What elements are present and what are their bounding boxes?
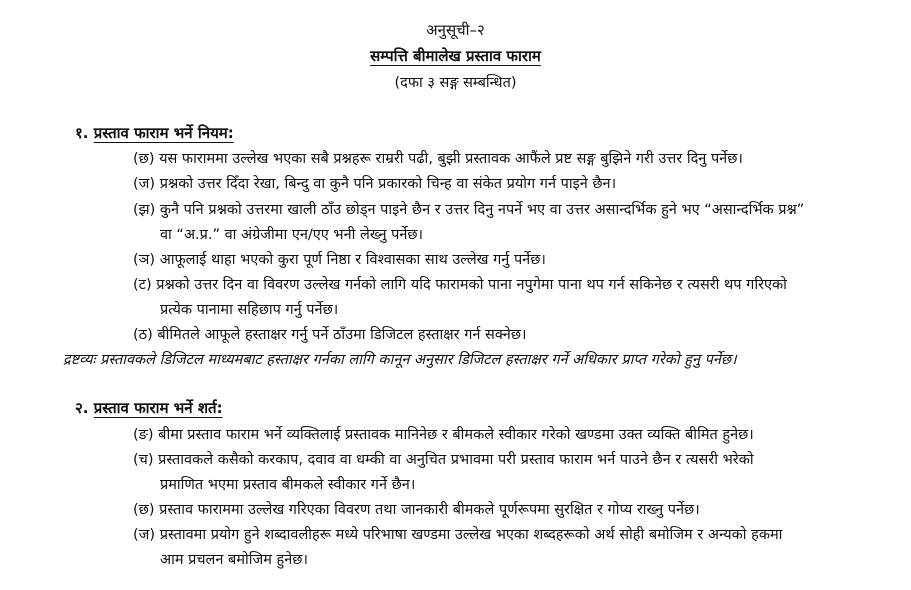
section2-number: २. — [75, 399, 89, 417]
list-item: (ङ) बीमा प्रस्ताव फाराम भर्ने व्यक्तिलाई प्रस्तावक मानिनेछ र बीमकले स्वीकार गरेको खण्डमा उक्त व्यक्ति बीमित हुनेछ। — [133, 427, 754, 443]
section1-title: प्रस्ताव फाराम भर्ने नियम: — [93, 124, 234, 142]
list-item: (ज) प्रस्तावमा प्रयोग हुने शब्दावलीहरू मध्ये परिभाषा खण्डमा उल्लेख भएका शब्दहरूको अर्थ सोही बमोजिम र अन्यको हकमा — [133, 527, 783, 543]
list-item-continuation: प्रमाणित भएमा प्रस्ताव बीमकले स्वीकार गर्ने छैन। — [160, 477, 416, 493]
form-title: सम्पत्ति बीमालेख प्रस्ताव फाराम — [370, 47, 541, 65]
list-item: (छ) प्रस्ताव फाराममा उल्लेख गरिएका विवरण तथा जानकारी बीमकले पूर्णरूपमा सुरक्षित र गोप्य राख्नु पर्नेछ। — [133, 502, 700, 518]
section1-heading — [75, 123, 234, 143]
list-item: (झ) कुनै पनि प्रश्नको उत्तरमा खाली ठाँउ छोड्न पाइने छैन र उत्तर दिनु नपर्ने भए वा उत्तर असान्दर्भिक हुने भए “असान्दर्भिक प्रश्न” — [133, 202, 805, 218]
list-item: (छ) यस फाराममा उल्लेख भएका सबै प्रश्नहरू राम्ररी पढी, बुझी प्रस्तावक आफैंले प्रष्ट सङ्ग बुझिने गरी उत्तर दिनु पर्नेछ। — [133, 151, 743, 167]
list-item: (ट) प्रश्नको उत्तर दिन वा विवरण उल्लेख गर्नको लागि यदि फारामको पाना नपुगेमा पाना थप गर्न सकिनेछ र त्यसरी थप गरिएको — [133, 277, 787, 293]
list-item-continuation: आम प्रचलन बमोजिम हुनेछ। — [160, 552, 308, 568]
section1-number: १. — [75, 124, 89, 142]
list-item-continuation: प्रत्येक पानामा सहिछाप गर्नु पर्नेछ। — [160, 302, 339, 318]
list-item: (ञ) आफूलाई थाहा भएको कुरा पूर्ण निष्ठा र विश्वासका साथ उल्लेख गर्नु पर्नेछ। — [133, 252, 546, 268]
list-item-continuation: वा “अ.प्र.” वा अंग्रेजीमा एन/एए भनी लेख्नु पर्नेछ। — [160, 227, 424, 243]
schedule-label: अनुसूची–२ — [426, 21, 485, 39]
section2-heading — [75, 398, 223, 418]
section2-title: प्रस्ताव फाराम भर्ने शर्त: — [93, 399, 223, 417]
note-text: द्रष्टव्यः प्रस्तावकले डिजिटल माध्यमबाट हस्ताक्षर गर्नका लागि कानून अनुसार डिजिटल हस्ताक्षर गर्ने अधिकार प्राप्त गरेको हुनु पर्नेछ। — [63, 352, 737, 368]
list-item: (ठ) बीमितले आफूले हस्ताक्षर गर्नु पर्ने ठाँउमा डिजिटल हस्ताक्षर गर्न सक्नेछ। — [133, 327, 527, 343]
list-item: (च) प्रस्तावकले कसैको करकाप, दवाव वा धम्की वा अनुचित प्रभावमा परी प्रस्ताव फाराम भर्न पाउने छैन र त्यसरी भरेको — [133, 452, 754, 468]
list-item: (ज) प्रश्नको उत्तर दिँदा रेखा, बिन्दु वा कुनै पनि प्रकारको चिन्ह वा संकेत प्रयोग गर्न पाइने छैन। — [133, 176, 617, 192]
form-subtitle: (दफा ३ सङ्ग सम्बन्धित) — [394, 75, 517, 91]
